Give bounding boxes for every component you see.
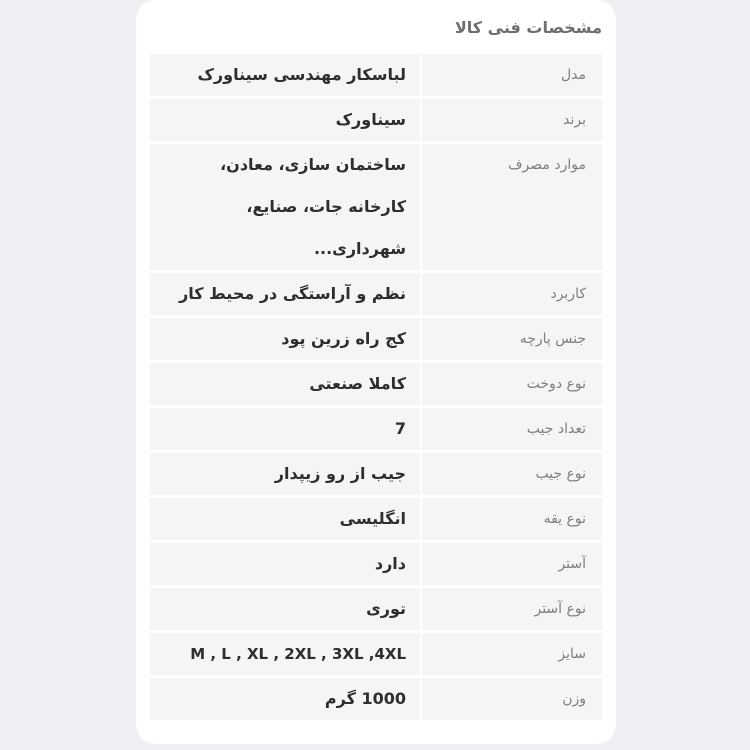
spec-row-brand [150,99,602,141]
card-title: مشخصات فنی کالا [454,18,602,37]
spec-row-usage [150,144,602,270]
spec-label: نوع یقه [422,498,602,540]
spec-value: انگلیسی [150,498,420,540]
spec-row-size [150,633,602,675]
spec-label: سایز [422,633,602,675]
product-specs-card [136,0,616,744]
spec-label: نوع جیب [422,453,602,495]
spec-row-pocket-count [150,408,602,450]
spec-value: 7 [150,408,420,450]
spec-value: دارد [150,543,420,585]
spec-value: کج راه زرین پود [150,318,420,360]
spec-label: وزن [422,678,602,720]
spec-value: نظم و آراستگی در محیط کار [150,273,420,315]
spec-value: M , L , XL , 2XL , 3XL ,4XL [150,633,420,675]
spec-label: نوع آستر [422,588,602,630]
spec-value: لباسکار مهندسی سیناورک [150,54,420,96]
spec-label: مدل [422,54,602,96]
spec-value: کاملا صنعتی [150,363,420,405]
spec-value: سیناورک [150,99,420,141]
spec-value: 1000 گرم [150,678,420,720]
spec-label: نوع دوخت [422,363,602,405]
spec-value: توری [150,588,420,630]
spec-row-stitch [150,363,602,405]
spec-label: جنس پارچه [422,318,602,360]
spec-row-pocket-type [150,453,602,495]
spec-value: ساختمان سازی، معادن، کارخانه جات، صنایع، شهرداری... [150,144,420,270]
spec-row-fabric [150,318,602,360]
spec-label: موارد مصرف [422,144,602,270]
spec-label: برند [422,99,602,141]
spec-list [150,54,602,723]
spec-row-lining-type [150,588,602,630]
spec-row-collar [150,498,602,540]
spec-row-application [150,273,602,315]
spec-label: کاربرد [422,273,602,315]
spec-row-lining [150,543,602,585]
spec-label: آستر [422,543,602,585]
spec-label: تعداد جیب [422,408,602,450]
spec-row-weight [150,678,602,720]
spec-row-model [150,54,602,96]
spec-value: جیب از رو زیپدار [150,453,420,495]
